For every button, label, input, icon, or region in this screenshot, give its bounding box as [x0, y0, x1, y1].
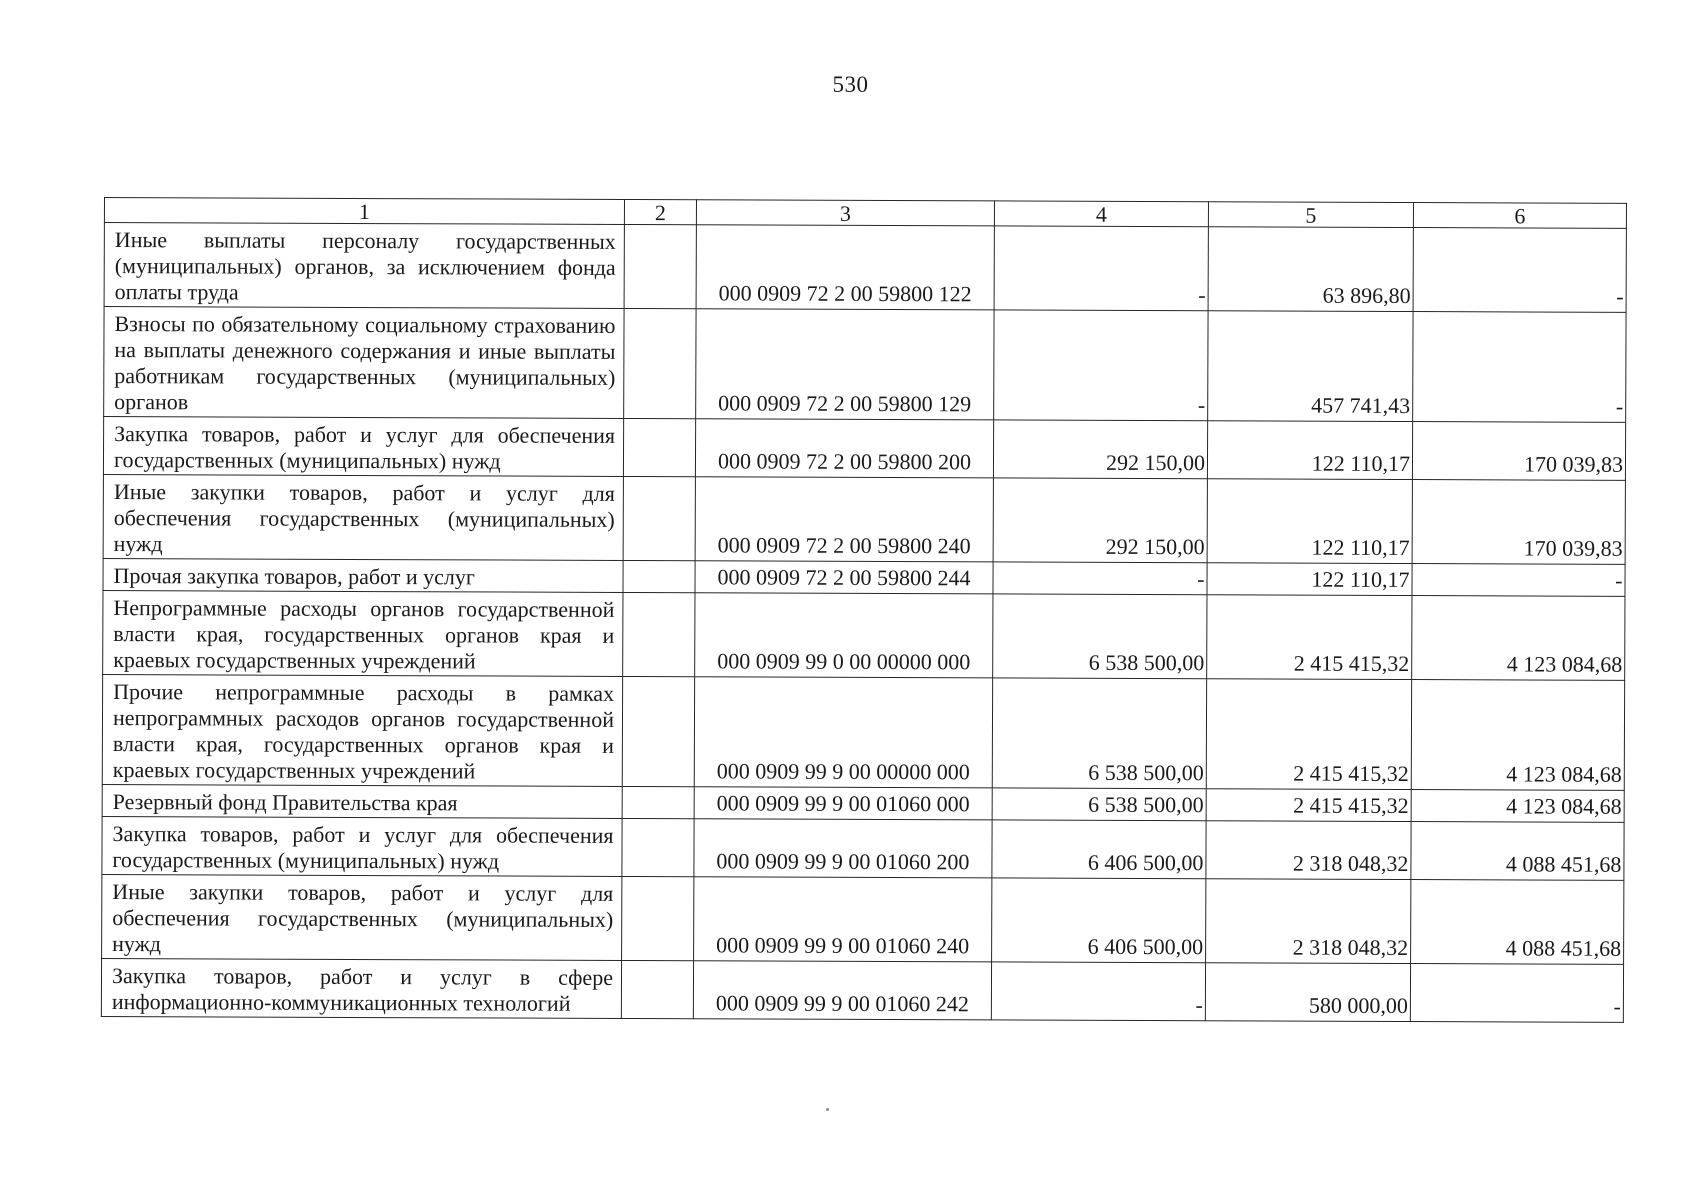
value-col6: -	[1412, 564, 1625, 597]
expense-name: Резервный фонд Правительства края	[102, 784, 622, 818]
expense-name: Иные выплаты персоналу государственных (муниципальных) органов, за исключением фонда оплаты труда	[104, 223, 624, 309]
value-col5: 2 318 048,32	[1206, 821, 1411, 880]
table-row	[102, 816, 1624, 880]
column-header-2: 2	[624, 199, 696, 224]
table-row	[103, 474, 1625, 564]
expense-name: Закупка товаров, работ и услуг для обеспечения государственных (муниципальных) нужд	[102, 816, 622, 876]
empty-cell	[622, 786, 694, 818]
budget-code: 000 0909 72 2 00 59800 240	[695, 477, 993, 562]
table-row	[104, 307, 1626, 423]
column-header-1: 1	[104, 198, 624, 225]
expense-name: Прочие непрограммные расходы в рамках непрограммных расходов органов государственной власти края, государственных органов края и краевых государственных учреждений	[102, 674, 622, 786]
table-row	[102, 874, 1624, 964]
budget-code: 000 0909 72 2 00 59800 244	[695, 561, 993, 594]
expense-name: Прочая закупка товаров, работ и услуг	[103, 558, 623, 592]
expense-name: Закупка товаров, работ и услуг в сфере информационно-коммуникационных технологий	[101, 958, 621, 1018]
value-col4: 6 406 500,00	[992, 820, 1206, 879]
budget-code: 000 0909 99 0 00 00000 000	[695, 593, 993, 678]
empty-cell	[624, 308, 696, 418]
value-col5: 2 318 048,32	[1206, 879, 1411, 964]
value-col5: 457 741,43	[1208, 311, 1413, 422]
value-col4: 6 538 500,00	[992, 678, 1206, 789]
empty-cell	[622, 676, 694, 786]
empty-cell	[622, 818, 694, 876]
value-col6: 4 123 084,68	[1411, 790, 1624, 823]
budget-code: 000 0909 99 9 00 01060 200	[694, 819, 992, 878]
value-col4: 292 150,00	[993, 420, 1207, 479]
value-col5: 2 415 415,32	[1207, 595, 1412, 680]
budget-code: 000 0909 99 9 00 01060 242	[693, 961, 991, 1020]
expense-name: Закупка товаров, работ и услуг для обеспечения государственных (муниципальных) нужд	[103, 417, 623, 477]
empty-cell	[624, 224, 696, 308]
table-row	[101, 958, 1623, 1022]
value-col5: 2 415 415,32	[1206, 679, 1411, 790]
empty-cell	[622, 876, 694, 960]
budget-code: 000 0909 72 2 00 59800 200	[695, 419, 993, 478]
expense-name: Взносы по обязательному социальному страхованию на выплаты денежного содержания и иные выплаты работникам государственных (муниципальных) органов	[104, 307, 624, 419]
budget-code: 000 0909 99 9 00 01060 240	[694, 877, 992, 962]
expense-name: Иные закупки товаров, работ и услуг для обеспечения государственных (муниципальных) нужд	[102, 874, 622, 960]
value-col4: 6 538 500,00	[993, 594, 1207, 679]
value-col6: 4 088 451,68	[1411, 880, 1624, 965]
value-col6: -	[1413, 312, 1626, 423]
table-row	[102, 674, 1624, 790]
budget-code: 000 0909 99 9 00 01060 000	[694, 787, 992, 820]
column-header-6: 6	[1413, 203, 1626, 229]
value-col4: -	[993, 562, 1207, 595]
page-number: 530	[832, 72, 869, 97]
value-col5: 63 896,80	[1208, 227, 1413, 312]
column-header-3: 3	[696, 200, 994, 226]
table-row	[103, 590, 1625, 680]
value-col6: 170 039,83	[1412, 480, 1625, 565]
value-col6: -	[1413, 228, 1626, 313]
value-col5: 122 110,17	[1207, 479, 1412, 564]
budget-code: 000 0909 99 9 00 00000 000	[694, 677, 992, 788]
table-row	[104, 223, 1626, 313]
value-col4: 6 538 500,00	[992, 788, 1206, 821]
value-col6: 4 123 084,68	[1412, 596, 1625, 681]
value-col6: 4 088 451,68	[1411, 822, 1624, 881]
budget-table	[101, 197, 1627, 1023]
value-col4: -	[994, 310, 1208, 421]
value-col5: 580 000,00	[1205, 963, 1410, 1022]
value-col6: 4 123 084,68	[1411, 680, 1624, 791]
value-col4: -	[991, 962, 1205, 1021]
table-row	[103, 417, 1625, 481]
column-header-4: 4	[994, 201, 1208, 227]
value-col4: -	[994, 226, 1208, 311]
value-col4: 292 150,00	[993, 478, 1207, 563]
value-col6: -	[1410, 964, 1623, 1023]
scan-speck	[826, 1108, 829, 1111]
table-body	[101, 198, 1626, 1023]
value-col6: 170 039,83	[1412, 422, 1625, 481]
empty-cell	[623, 418, 695, 476]
budget-code: 000 0909 72 2 00 59800 129	[696, 309, 994, 420]
empty-cell	[623, 476, 695, 560]
empty-cell	[623, 560, 695, 592]
expense-name: Непрограммные расходы органов государственной власти края, государственных органов края и краевых государственных учреждений	[103, 590, 623, 676]
value-col5: 2 415 415,32	[1206, 789, 1411, 822]
value-col5: 122 110,17	[1207, 563, 1412, 596]
column-header-5: 5	[1208, 202, 1413, 228]
value-col5: 122 110,17	[1207, 421, 1412, 480]
budget-code: 000 0909 72 2 00 59800 122	[696, 225, 994, 310]
empty-cell	[621, 960, 693, 1018]
empty-cell	[623, 592, 695, 676]
value-col4: 6 406 500,00	[992, 878, 1206, 963]
expense-name: Иные закупки товаров, работ и услуг для обеспечения государственных (муниципальных) нужд	[103, 474, 623, 560]
